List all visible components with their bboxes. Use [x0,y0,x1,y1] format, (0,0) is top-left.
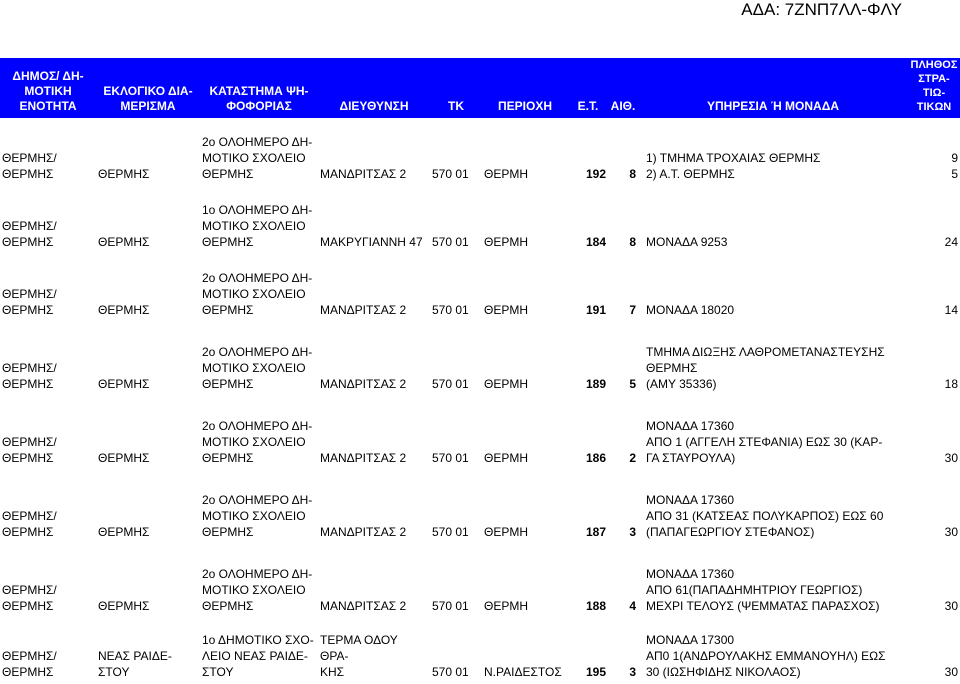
cell-eklogiko: ΘΕΡΜΗΣ [98,235,150,249]
cell-dieuthynsi: ΜΑΝΔΡΙΤΣΑΣ 2 [320,525,407,539]
cell-dimos: ΘΕΡΜΗΣ/ ΘΕΡΜΗΣ [2,435,57,465]
cell-ypiresia: ΜΟΝΑΔΑ 9253 [646,235,728,249]
cell-plithos: 30 [944,599,958,613]
cell-ypiresia: 1) ΤΜΗΜΑ ΤΡΟΧΑΙΑΣ ΘΕΡΜΗΣ 2) Α.Τ. ΘΕΡΜΗΣ [646,151,821,181]
cell-perioxi: Ν.ΡΑΙΔΕΣΤΟΣ [484,665,562,679]
cell-dimos: ΘΕΡΜΗΣ/ ΘΕΡΜΗΣ [2,287,57,317]
cell-aith: 3 [629,525,636,539]
table-row [0,618,960,684]
cell-dimos: ΘΕΡΜΗΣ/ ΘΕΡΜΗΣ [2,361,57,391]
col-plithos-header: ΠΛΗΘΟΣ ΣΤΡΑ- ΤΙΩ-ΤΙΚΩΝ [908,58,960,118]
cell-katastima: 1ο ΔΗΜΟΤΙΚΟ ΣΧΟ- ΛΕΙΟ ΝΕΑΣ ΡΑΙΔΕ- ΣΤΟΥ [202,633,314,679]
cell-ypiresia: ΜΟΝΑΔΑ 17300 ΑΠ0 1(ΑΝΔΡΟΥΛΑΚΗΣ ΕΜΜΑΝΟΥΗΛ) ΕΩΣ 30 (ΙΩΣΗΦΙΔΗΣ ΝΙΚΟΛΑΟΣ) [646,633,886,679]
col-tk-header: ΤΚ [430,58,482,118]
table-row [0,544,960,618]
cell-dieuthynsi: ΜΑΝΔΡΙΤΣΑΣ 2 [320,303,407,317]
col-perioxi-header: ΠΕΡΙΟΧΗ [482,58,568,118]
cell-perioxi: ΘΕΡΜΗ [484,303,529,317]
cell-et: 192 [585,167,606,181]
cell-ypiresia: ΜΟΝΑΔΑ 17360 ΑΠΟ 31 (ΚΑΤΣΕΑΣ ΠΟΛΥΚΑΡΠΟΣ) ΕΩΣ 60 (ΠΑΠΑΓΕΩΡΓΙΟΥ ΣΤΕΦΑΝΟΣ) [646,493,884,539]
cell-eklogiko: ΘΕΡΜΗΣ [98,167,150,181]
cell-perioxi: ΘΕΡΜΗ [484,599,529,613]
cell-eklogiko: ΝΕΑΣ ΡΑΙΔΕ- ΣΤΟΥ [98,649,172,679]
cell-plithos: 9 5 [951,151,958,181]
cell-aith: 5 [629,377,636,391]
table-row [0,186,960,254]
table-row [0,118,960,186]
cell-plithos: 30 [944,665,958,679]
cell-katastima: 2ο ΟΛΟΗΜΕΡΟ ΔΗ- ΜΟΤΙΚΟ ΣΧΟΛΕΙΟ ΘΕΡΜΗΣ [202,271,313,317]
cell-dieuthynsi: ΤΕΡΜΑ ΟΔΟΥ ΘΡΑ- ΚΗΣ [320,633,398,679]
cell-perioxi: ΘΕΡΜΗ [484,235,529,249]
cell-tk: 570 01 [432,377,469,391]
cell-eklogiko: ΘΕΡΜΗΣ [98,377,150,391]
cell-ypiresia: ΤΜΗΜΑ ΔΙΩΞΗΣ ΛΑΘΡΟΜΕΤΑΝΑΣΤΕΥΣΗΣ ΘΕΡΜΗΣ (ΑΜΥ 35336) [646,345,885,391]
cell-eklogiko: ΘΕΡΜΗΣ [98,599,150,613]
cell-dimos: ΘΕΡΜΗΣ/ ΘΕΡΜΗΣ [2,583,57,613]
cell-katastima: 1ο ΟΛΟΗΜΕΡΟ ΔΗ- ΜΟΤΙΚΟ ΣΧΟΛΕΙΟ ΘΕΡΜΗΣ [202,203,313,249]
table-row [0,396,960,470]
cell-et: 195 [585,665,606,679]
table-header-row [0,58,960,118]
cell-tk: 570 01 [432,525,469,539]
ada-code: ΑΔΑ: 7ΖΝΠ7ΛΛ-ΦΛΥ [741,0,902,19]
cell-dieuthynsi: ΜΑΝΔΡΙΤΣΑΣ 2 [320,377,407,391]
cell-perioxi: ΘΕΡΜΗ [484,525,529,539]
col-dimos-header: ΔΗΜΟΣ/ ΔΗ- ΜΟΤΙΚΗ ΕΝΟΤΗΤΑ [0,58,96,118]
cell-dieuthynsi: ΜΑΚΡΥΓΙΑΝΝΗ 47 [320,235,423,249]
units-table [0,58,960,684]
cell-eklogiko: ΘΕΡΜΗΣ [98,451,150,465]
cell-tk: 570 01 [432,167,469,181]
cell-katastima: 2ο ΟΛΟΗΜΕΡΟ ΔΗ- ΜΟΤΙΚΟ ΣΧΟΛΕΙΟ ΘΕΡΜΗΣ [202,567,313,613]
cell-katastima: 2ο ΟΛΟΗΜΕΡΟ ΔΗ- ΜΟΤΙΚΟ ΣΧΟΛΕΙΟ ΘΕΡΜΗΣ [202,419,313,465]
cell-dieuthynsi: ΜΑΝΔΡΙΤΣΑΣ 2 [320,167,407,181]
cell-katastima: 2ο ΟΛΟΗΜΕΡΟ ΔΗ- ΜΟΤΙΚΟ ΣΧΟΛΕΙΟ ΘΕΡΜΗΣ [202,493,313,539]
table-row [0,322,960,396]
cell-perioxi: ΘΕΡΜΗ [484,377,529,391]
cell-perioxi: ΘΕΡΜΗ [484,167,529,181]
cell-tk: 570 01 [432,599,469,613]
cell-tk: 570 01 [432,665,469,679]
cell-dimos: ΘΕΡΜΗΣ/ ΘΕΡΜΗΣ [2,649,57,679]
table-row [0,254,960,322]
cell-tk: 570 01 [432,303,469,317]
cell-plithos: 30 [944,451,958,465]
cell-et: 189 [585,377,606,391]
col-aith-header: ΑΙΘ. [608,58,638,118]
cell-plithos: 14 [944,303,958,317]
cell-ypiresia: ΜΟΝΑΔΑ 17360 ΑΠΟ 61(ΠΑΠΑΔΗΜΗΤΡΙΟΥ ΓΕΩΡΓΙΟΣ) ΜΕΧΡΙ ΤΕΛΟΥΣ (ΨΕΜΜΑΤΑΣ ΠΑΡΑΣΧΟΣ) [646,567,880,613]
cell-ypiresia: ΜΟΝΑΔΑ 17360 ΑΠΟ 1 (ΑΓΓΕΛΗ ΣΤΕΦΑΝΙΑ) ΕΩΣ 30 (ΚΑΡ- ΓΑ ΣΤΑΥΡΟΥΛΑ) [646,419,883,465]
cell-ypiresia: ΜΟΝΑΔΑ 18020 [646,303,735,317]
col-et-header: Ε.Τ. [568,58,608,118]
cell-plithos: 30 [944,525,958,539]
cell-tk: 570 01 [432,235,469,249]
cell-tk: 570 01 [432,451,469,465]
cell-dieuthynsi: ΜΑΝΔΡΙΤΣΑΣ 2 [320,451,407,465]
cell-dimos: ΘΕΡΜΗΣ/ ΘΕΡΜΗΣ [2,219,57,249]
cell-plithos: 24 [944,235,958,249]
cell-dimos: ΘΕΡΜΗΣ/ ΘΕΡΜΗΣ [2,509,57,539]
col-ypiresia-header: ΥΠΗΡΕΣΙΑ Ή ΜΟΝΑΔΑ [638,58,908,118]
cell-aith: 7 [629,303,636,317]
cell-katastima: 2ο ΟΛΟΗΜΕΡΟ ΔΗ- ΜΟΤΙΚΟ ΣΧΟΛΕΙΟ ΘΕΡΜΗΣ [202,135,313,181]
cell-dimos: ΘΕΡΜΗΣ/ ΘΕΡΜΗΣ [2,151,57,181]
cell-aith: 8 [629,167,636,181]
cell-et: 184 [585,235,606,249]
table-row [0,470,960,544]
cell-et: 188 [585,599,606,613]
col-katastima-header: ΚΑΤΑΣΤΗΜΑ ΨΗ- ΦΟΦΟΡΙΑΣ [200,58,318,118]
cell-plithos: 18 [944,377,958,391]
cell-eklogiko: ΘΕΡΜΗΣ [98,303,150,317]
cell-et: 186 [585,451,606,465]
cell-perioxi: ΘΕΡΜΗ [484,451,529,465]
cell-et: 191 [585,303,606,317]
col-eklogiko-header: ΕΚΛΟΓΙΚΟ ΔΙΑ- ΜΕΡΙΣΜΑ [96,58,200,118]
cell-aith: 3 [629,665,636,679]
col-dieuthynsi-header: ΔΙΕΥΘΥΝΣΗ [318,58,430,118]
cell-aith: 8 [629,235,636,249]
cell-katastima: 2ο ΟΛΟΗΜΕΡΟ ΔΗ- ΜΟΤΙΚΟ ΣΧΟΛΕΙΟ ΘΕΡΜΗΣ [202,345,313,391]
cell-eklogiko: ΘΕΡΜΗΣ [98,525,150,539]
cell-et: 187 [585,525,606,539]
cell-dieuthynsi: ΜΑΝΔΡΙΤΣΑΣ 2 [320,599,407,613]
cell-aith: 2 [629,451,636,465]
cell-aith: 4 [629,599,636,613]
